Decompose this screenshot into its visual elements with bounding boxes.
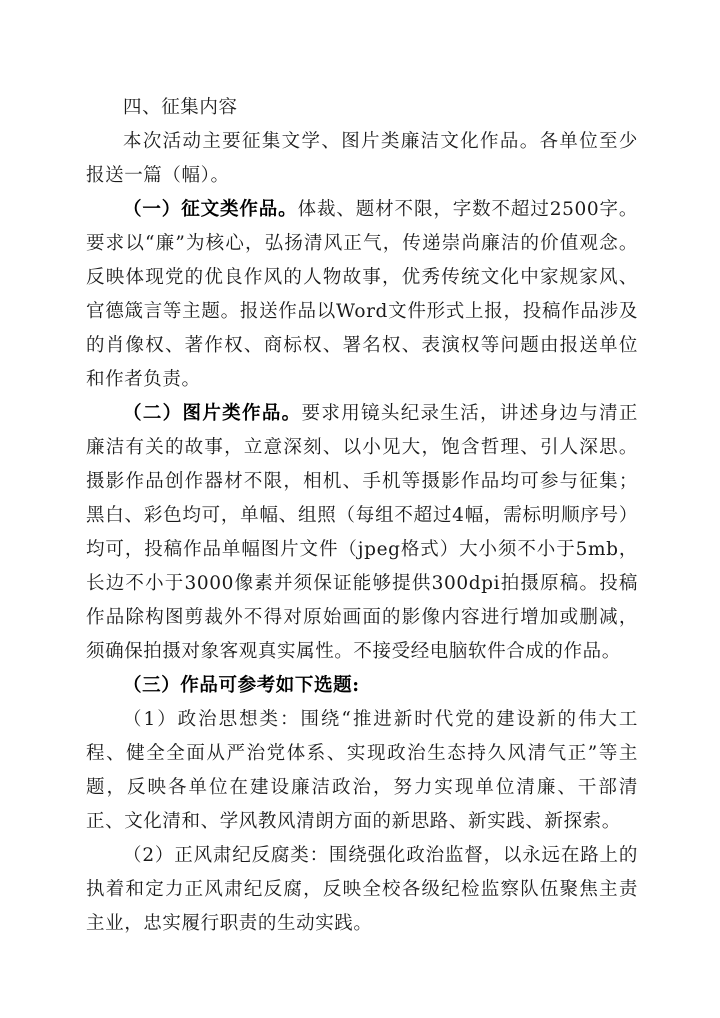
essay-paragraph — [86, 193, 638, 397]
document-body — [86, 91, 638, 941]
topic-item-anticorruption: （2）正风肃纪反腐类：围绕强化政治监督，以永远在路上的执着和定力正风肃纪反腐，反映全校各级纪检监察队伍聚焦主责主业，忠实履行职责的生动实践。 — [86, 845, 638, 934]
essay-text: 体裁、题材不限，字数不超过2500字。要求以“廉”为核心，弘扬清风正气，传递崇尚廉洁的价值观念。反映体现党的优良作风的人物故事，优秀传统文化中家规家风、官德箴言等主题。报送作品以Word文件形式上报，投稿作品涉及的肖像权、著作权、商标权、署名权、表演权等问题由报送单位和作者负责。 — [86, 199, 639, 390]
photo-label: （二）图片类作品。 — [123, 403, 302, 424]
topics-heading: （三）作品可参考如下选题: — [123, 675, 360, 696]
intro-paragraph: 本次活动主要征集文学、图片类廉洁文化作品。各单位至少报送一篇（幅）。 — [86, 131, 638, 186]
topic-item-politics: （1）政治思想类：围绕“推进新时代党的建设新的伟大工程、健全全面从严治党体系、实现政治生态持久风清气正”等主题，反映各单位在建设廉洁政治，努力实现单位清廉、干部清正、文化清和、学风教风清朗方面的新思路、新实践、新探索。 — [86, 709, 638, 832]
photo-text: 要求用镜头纪录生活，讲述身边与清正廉洁有关的故事，立意深刻、以小见大，饱含哲理、引人深思。摄影作品创作器材不限，相机、手机等摄影作品均可参与征集；黑白、彩色均可，单幅、组照（每组不超过4幅，需标明顺序号）均可，投稿作品单幅图片文件（jpeg格式）大小须不小于5mb，长边不小于3000像素并须保证能够提供300dpi拍摄原稿。投稿作品除构图剪裁外不得对原始画面的影像内容进行增加或删减，须确保拍摄对象客观真实属性。不接受经电脑软件合成的作品。 — [86, 403, 639, 662]
essay-label: （一）征文类作品。 — [123, 199, 298, 220]
photo-paragraph — [86, 397, 638, 669]
section-heading: 四、征集内容 — [123, 97, 238, 118]
